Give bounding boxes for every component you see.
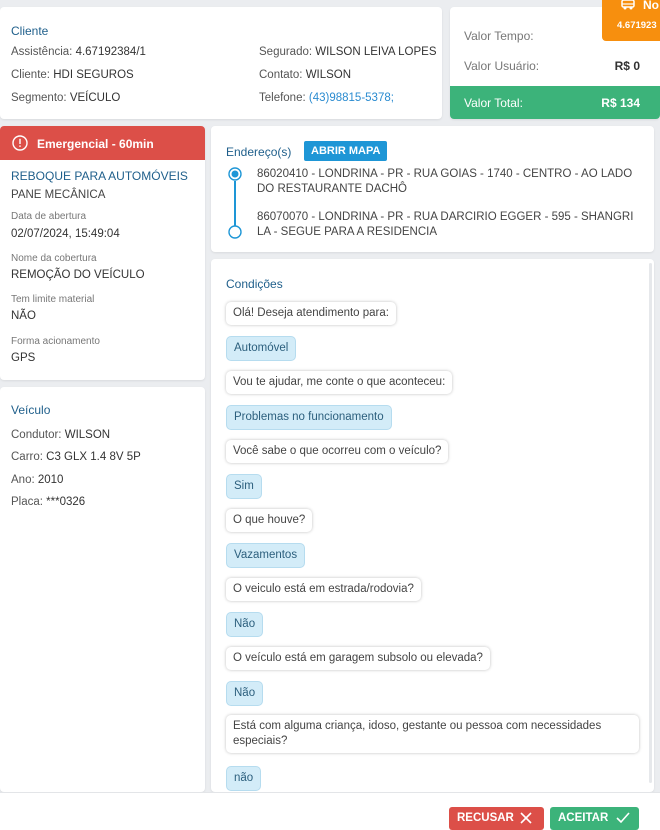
- telefone-label: Telefone:: [259, 92, 306, 104]
- close-icon: [520, 812, 532, 827]
- valor-total-value: R$ 134: [601, 96, 640, 110]
- cobertura-value: REMOÇÃO DO VEÍCULO: [11, 269, 145, 281]
- cobertura-label: Nome da cobertura: [11, 253, 97, 264]
- tow-truck-icon: [620, 0, 636, 16]
- chat-question: Olá! Deseja atendimento para:: [226, 302, 396, 325]
- emergencia-label: Emergencial - 60min: [37, 137, 154, 151]
- servico-problema: PANE MECÂNICA: [11, 189, 106, 201]
- segurado-value: WILSON LEIVA LOPES: [315, 46, 437, 58]
- valor-usuario-label: Valor Usuário:: [464, 59, 540, 73]
- condutor-row: [11, 429, 110, 441]
- condutor-label: Condutor:: [11, 429, 62, 441]
- aceitar-label: ACEITAR: [558, 812, 609, 824]
- assistencia-label: Assistência:: [11, 46, 73, 58]
- placa-value: ***0326: [46, 496, 86, 508]
- endereco-card: [211, 126, 654, 252]
- origem-address: 86020410 - LONDRINA - PR - RUA GOIAS - 1740 - CENTRO - AO LADO DO RESTAURANTE DACHÔ: [257, 168, 633, 195]
- veiculo-card: [0, 387, 205, 792]
- chat-answer: Sim: [226, 474, 262, 499]
- route-line: [234, 181, 236, 226]
- ano-label: Ano:: [11, 474, 35, 486]
- assistencia-value: 4.67192384/1: [75, 46, 146, 58]
- aceitar-button[interactable]: [550, 807, 639, 830]
- placa-row: [11, 496, 85, 508]
- info-icon: [12, 135, 28, 154]
- contato-value: WILSON: [305, 69, 352, 81]
- contato-label: Contato:: [259, 69, 303, 81]
- abertura-label: Data de abertura: [11, 211, 87, 222]
- valor-total-row: [450, 86, 660, 119]
- ano-value: 2010: [37, 474, 64, 486]
- cliente-value: HDI SEGUROS: [53, 69, 134, 81]
- notification-tab[interactable]: [602, 0, 660, 41]
- scrollbar[interactable]: [649, 263, 652, 783]
- segmento-value: VEÍCULO: [69, 92, 121, 104]
- chat-answer: Vazamentos: [226, 543, 305, 568]
- placa-label: Placa:: [11, 496, 43, 508]
- cliente-label: Cliente:: [11, 69, 50, 81]
- condicoes-card: [211, 259, 654, 792]
- limite-label: Tem limite material: [11, 294, 95, 305]
- abertura-value: 02/07/2024, 15:49:04: [11, 228, 120, 240]
- valor-tempo-label: Valor Tempo:: [464, 29, 534, 43]
- contato-row: [259, 69, 351, 81]
- ano-row: [11, 474, 63, 486]
- notification-id: 4.671923: [617, 20, 657, 31]
- destino-marker-icon: [228, 225, 242, 244]
- chat-answer: não: [226, 766, 261, 791]
- recusar-label: RECUSAR: [457, 812, 514, 824]
- servico-tipo: REBOQUE PARA AUTOMÓVEIS: [11, 169, 188, 183]
- valor-total-label: Valor Total:: [464, 96, 523, 110]
- chat-question: Está com alguma criança, idoso, gestante ou pessoa com necessidades especiais?: [226, 715, 639, 753]
- chat-question: O veiculo está em estrada/rodovia?: [226, 578, 421, 601]
- segmento-label: Segmento:: [11, 92, 67, 104]
- carro-label: Carro:: [11, 451, 43, 463]
- notification-label: No: [643, 0, 659, 12]
- destino-address: 86070070 - LONDRINA - PR - RUA DARCIRIO EGGER - 595 - SHANGRI LA - SEGUE PARA A RESIDENCIA: [257, 211, 634, 238]
- carro-row: [11, 451, 141, 463]
- servico-card: [0, 126, 205, 380]
- cliente-card: [0, 7, 442, 119]
- footer-bar: [0, 792, 660, 830]
- segurado-label: Segurado:: [259, 46, 313, 58]
- abrir-mapa-button[interactable]: ABRIR MAPA: [304, 141, 387, 161]
- condutor-value: WILSON: [64, 429, 111, 441]
- cliente-title: Cliente: [11, 24, 49, 38]
- forma-value: GPS: [11, 352, 36, 364]
- chat-question: O que houve?: [226, 509, 312, 532]
- chat-question: O veículo está em garagem subsolo ou elevada?: [226, 647, 490, 670]
- veiculo-title: Veículo: [11, 403, 51, 417]
- recusar-button[interactable]: [449, 807, 544, 830]
- chat-question: Você sabe o que ocorreu com o veículo?: [226, 440, 448, 463]
- check-icon: [616, 812, 630, 827]
- telefone-link[interactable]: (43)98815-5378;: [308, 92, 394, 104]
- condicoes-title: Condições: [226, 277, 283, 291]
- chat-answer: Problemas no funcionamento: [226, 405, 392, 430]
- chat-answer: Não: [226, 612, 263, 637]
- endereco-title: Endereço(s): [226, 145, 292, 159]
- carro-value: C3 GLX 1.4 8V 5P: [46, 451, 141, 463]
- cliente-row: [11, 69, 134, 81]
- segurado-row: [259, 46, 437, 58]
- segmento-row: [11, 92, 120, 104]
- forma-label: Forma acionamento: [11, 336, 100, 347]
- assistencia-row: [11, 46, 146, 58]
- chat-question: Vou te ajudar, me conte o que aconteceu:: [226, 371, 452, 394]
- telefone-row: [259, 92, 394, 104]
- limite-value: NÃO: [11, 310, 36, 322]
- chat-answer: Não: [226, 681, 263, 706]
- emergencia-banner: [0, 126, 205, 160]
- chat-answer: Automóvel: [226, 336, 296, 361]
- valor-usuario-row: [450, 51, 660, 81]
- valor-usuario-value: R$ 0: [614, 59, 640, 73]
